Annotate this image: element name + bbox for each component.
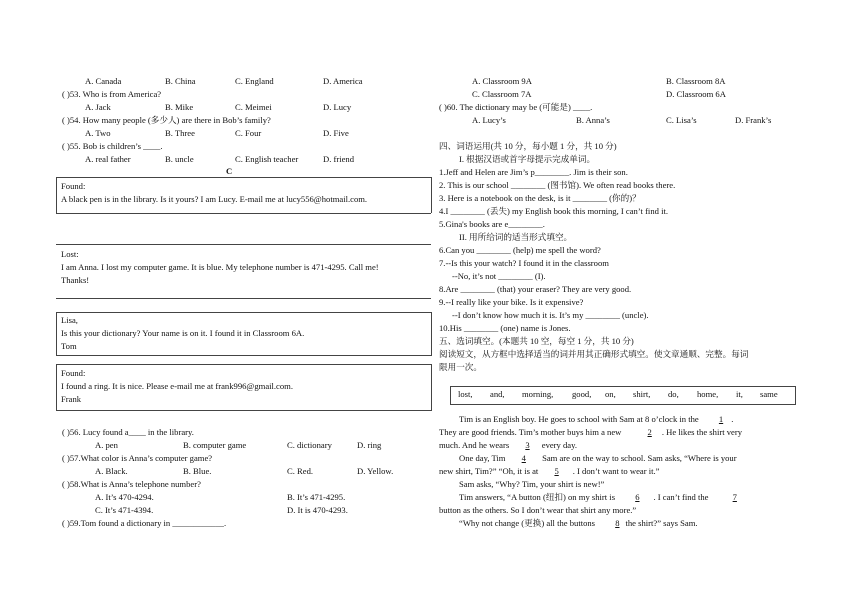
passage-line-6: Sam asks, “Why? Tim, your shirt is new!” (459, 479, 605, 489)
q60-option-c: C. Lisa’s (666, 115, 697, 125)
q53-question: ( )53. Who is from America? (62, 89, 162, 99)
section5-title: 五、选词填空。(本题共 10 空，每空 1 分，共 10 分) (439, 336, 634, 346)
notice1-divider (56, 213, 431, 214)
sentence-7: 7.--Is this your watch? I found it in the classroom (439, 258, 609, 268)
q58-option-d: D. It is 470-4293. (287, 505, 348, 515)
notice2-bottom-line (56, 298, 431, 299)
q55-option-b: B. uncle (165, 154, 194, 164)
q52-option-c: C. England (235, 76, 274, 86)
blank-4: 4 (521, 453, 526, 463)
q54-option-c: C. Four (235, 128, 262, 138)
q59-option-d: D. Classroom 6A (666, 89, 726, 99)
q58-question: ( )58.What is Anna’s telephone number? (62, 479, 201, 489)
q52-option-a: A. Canada (85, 76, 122, 86)
sentence-7-answer: --No, it’s not ________ (I). (452, 271, 546, 281)
sentence-6: 6.Can you ________ (help) me spell the word? (439, 245, 601, 255)
notice2-body: I am Anna. I lost my computer game. It is blue. My telephone number is 471-4295. Call me! (61, 262, 379, 272)
passage-line-3: much. And he wears 3 every day. (439, 440, 577, 450)
sentence-8: 8.Are ________ (that) your eraser? They are very good. (439, 284, 632, 294)
q56-option-c: C. dictionary (287, 440, 332, 450)
q56-option-a: A. pen (95, 440, 118, 450)
q53-option-c: C. Meimei (235, 102, 272, 112)
passage-line-8: button as the others. So I don’t wear that shirt any more.” (439, 505, 637, 515)
section-c-heading: C (226, 166, 233, 176)
notice2-title: Lost: (61, 249, 79, 259)
sentence-9-answer: --I don’t know how much it is. It’s my ________ (uncle). (452, 310, 649, 320)
word-box-word: same (760, 389, 778, 399)
blank-6: 6 (635, 492, 640, 502)
word-box-word: shirt, (633, 389, 651, 399)
blank-8: 8 (615, 518, 620, 528)
notice4-title: Found: (61, 368, 86, 378)
blank-7: 7 (732, 492, 737, 502)
q60-option-b: B. Anna’s (576, 115, 610, 125)
q57-option-b: B. Blue. (183, 466, 212, 476)
notice4-sign: Frank (61, 394, 82, 404)
sentence-1: 1.Jeff and Helen are Jim’s p________. Jim is their son. (439, 167, 628, 177)
q52-option-d: D. America (323, 76, 363, 86)
q57-question: ( )57.What color is Anna’s computer game? (62, 453, 213, 463)
sentence-5: 5.Gina's books are e________. (439, 219, 545, 229)
q58-option-b: B. It’s 471-4295. (287, 492, 346, 502)
sentence-4: 4.I ________ (丢失) my English book this morning, I can’t find it. (439, 206, 668, 216)
q58-option-c: C. It’s 471-4394. (95, 505, 154, 515)
q58-option-a: A. It’s 470-4294. (95, 492, 154, 502)
word-box-word: good, (572, 389, 592, 399)
q59-option-c: C. Classroom 7A (472, 89, 532, 99)
notice3-title: Lisa, (61, 315, 78, 325)
passage-line-1: Tim is an English boy. He goes to school with Sam at 8 o’clock in the 1 . (459, 414, 734, 424)
word-box-word: and, (490, 389, 505, 399)
notice1-title: Found: (61, 181, 86, 191)
q55-option-d: D. friend (323, 154, 355, 164)
passage-line-7: Tim answers, “A button (纽扣) on my shirt is 6 . I can’t find the 7 (459, 492, 737, 502)
q59-option-b: B. Classroom 8A (666, 76, 726, 86)
q55-option-a: A. real father (85, 154, 131, 164)
notice3-sign: Tom (61, 341, 77, 351)
q59-question: ( )59.Tom found a dictionary in ____________. (62, 518, 227, 528)
q55-option-c: C. English teacher (235, 154, 299, 164)
section5-instruction-line1: 阅读短文，从方框中选择适当的词并用其正确形式填空。使文章通顺、完整。每词 (439, 349, 749, 359)
q60-option-a: A. Lucy’s (472, 115, 506, 125)
section5-instruction-line2: 限用一次。 (439, 362, 482, 372)
blank-2: 2 (647, 427, 652, 437)
passage-line-5: new shirt, Tim?” “Oh, it is at 5 . I don’t want to wear it.” (439, 466, 660, 476)
q57-option-c: C. Red. (287, 466, 314, 476)
sentence-2: 2. This is our school ________ (图书馆). We often read books there. (439, 180, 676, 190)
q53-option-d: D. Lucy (323, 102, 352, 112)
passage-line-2: They are good friends. Tim’s mother buys him a new 2 . He likes the shirt very (439, 427, 743, 437)
q56-option-b: B. computer game (183, 440, 247, 450)
word-box-word: lost, (458, 389, 473, 399)
section4-part1-instruction: I. 根据汉语或首字母提示完成单词。 (459, 154, 596, 164)
word-box-word: it, (736, 389, 743, 399)
q55-question: ( )55. Bob is children’s ____. (62, 141, 163, 151)
word-box-word: on, (605, 389, 616, 399)
notice1-body: A black pen is in the library. Is it yours? I am Lucy. E-mail me at lucy556@hotmail.com. (61, 194, 368, 204)
sentence-9: 9.--I really like your bike. Is it expensive? (439, 297, 584, 307)
q54-question: ( )54. How many people (多少人) are there in Bob’s family? (62, 115, 271, 125)
word-box-word: morning, (522, 389, 554, 399)
section4-title: 四、词语运用(共 10 分，每小题 1 分，共 10 分) (439, 141, 617, 151)
blank-3: 3 (525, 440, 530, 450)
sentence-10: 10.His ________ (one) name is Jones. (439, 323, 571, 333)
q54-option-a: A. Two (85, 128, 111, 138)
q60-option-d: D. Frank’s (735, 115, 772, 125)
q57-option-d: D. Yellow. (357, 466, 394, 476)
q54-option-d: D. Five (323, 128, 349, 138)
passage-line-9: “Why not change (更换) all the buttons 8 the shirt?” says Sam. (459, 518, 698, 528)
passage-line-4: One day, Tim 4 Sam are on the way to school. Sam asks, “Where is your (459, 453, 737, 463)
word-box-word: do, (668, 389, 679, 399)
q60-question: ( )60. The dictionary may be (可能是) ____. (439, 102, 593, 112)
notice4-body: I found a ring. It is nice. Please e-mail me at frank996@gmail.com. (61, 381, 293, 391)
q56-question: ( )56. Lucy found a____ in the library. (62, 427, 194, 437)
q53-option-a: A. Jack (85, 102, 111, 112)
q57-option-a: A. Black. (95, 466, 128, 476)
blank-5: 5 (554, 466, 559, 476)
q59-option-a: A. Classroom 9A (472, 76, 532, 86)
q54-option-b: B. Three (165, 128, 195, 138)
section4-part2-instruction: II. 用所给词的适当形式填空。 (459, 232, 573, 242)
sentence-3: 3. Here is a notebook on the desk, is it ________ (你的)？ (439, 193, 641, 203)
q53-option-b: B. Mike (165, 102, 194, 112)
notice2-top-line (56, 244, 431, 245)
word-box-word: home, (697, 389, 719, 399)
notice2-thanks: Thanks! (61, 275, 90, 285)
q52-option-b: B. China (165, 76, 196, 86)
q56-option-d: D. ring (357, 440, 382, 450)
notice3-body: Is this your dictionary? Your name is on it. I found it in Classroom 6A. (61, 328, 305, 338)
blank-1: 1 (718, 414, 724, 424)
